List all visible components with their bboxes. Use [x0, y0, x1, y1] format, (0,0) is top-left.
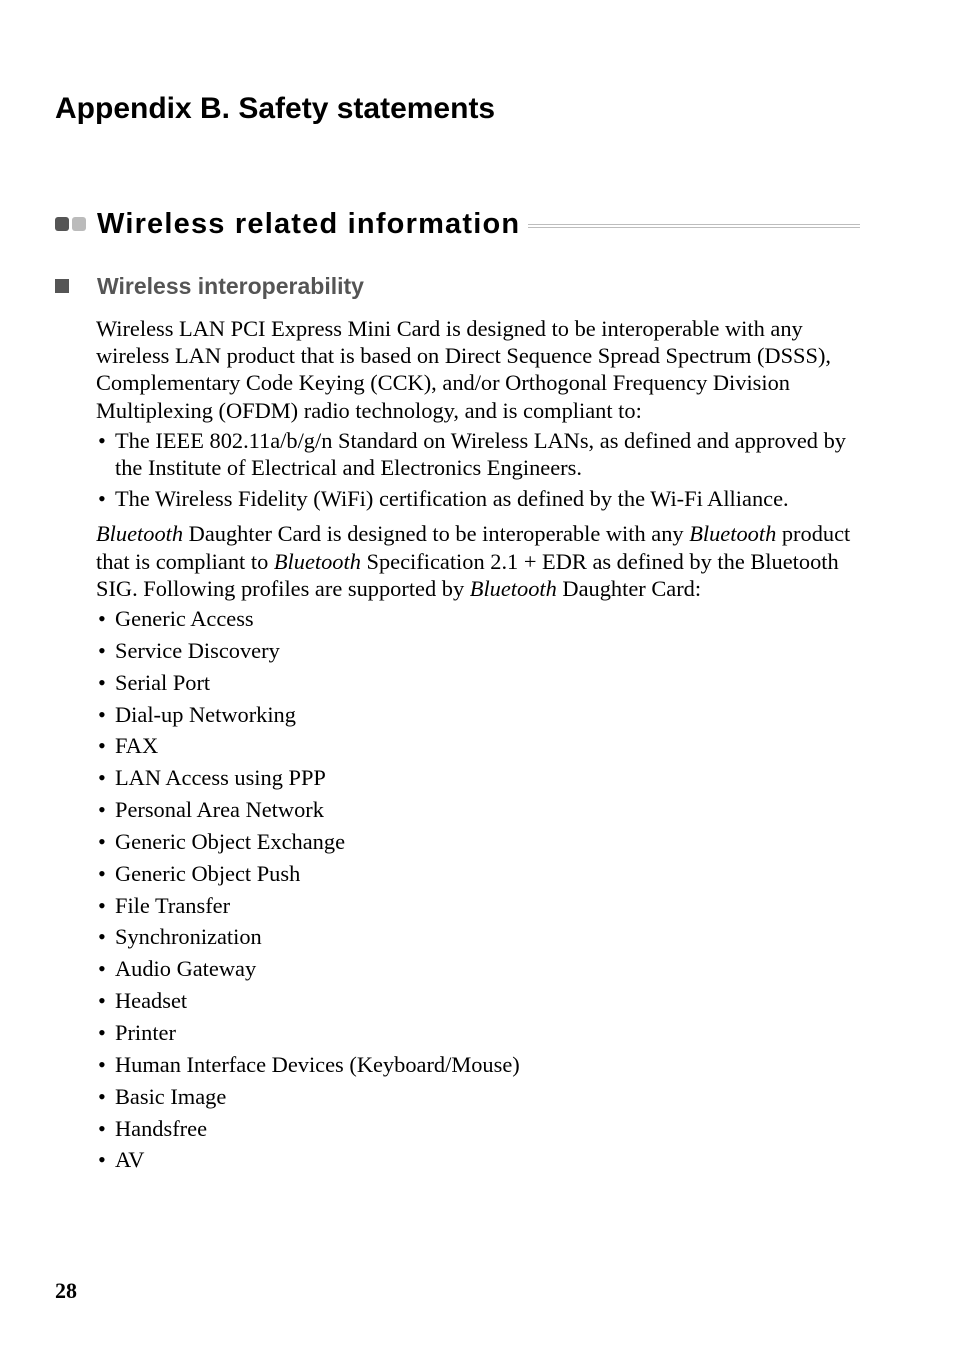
list-item: • File Transfer [96, 892, 871, 919]
dark-dot-icon [55, 217, 69, 231]
list-item: • AV [96, 1146, 871, 1173]
list-item: • Generic Access [96, 605, 871, 632]
bluetooth-term: Bluetooth [96, 521, 184, 547]
list-item: • Human Interface Devices (Keyboard/Mouse) [96, 1051, 871, 1078]
subsection-title: Wireless interoperability [97, 272, 364, 299]
intro-paragraph: Wireless LAN PCI Express Mini Card is designed to be interoperable with any wireless LAN product that is based on Direct Sequence Spread Spectrum (DSSS), Complementary Code Keying (CCK), and/or Orthogonal Frequency Division Multiplexing (OFDM) radio technology, and is compliant to: [96, 316, 831, 423]
section-divider [528, 224, 860, 228]
list-item: • Printer [96, 1019, 871, 1046]
bluetooth-term: Bluetooth [469, 575, 557, 601]
paragraph-text: product that is compliant to [96, 521, 851, 574]
square-bullet-icon [55, 279, 69, 293]
bluetooth-paragraph [96, 520, 871, 602]
list-item: • Basic Image [96, 1083, 871, 1110]
light-dot-icon [72, 217, 86, 231]
bluetooth-term: Bluetooth [273, 548, 361, 574]
profiles-list [96, 605, 871, 1174]
section-title: Wireless related information [97, 207, 521, 240]
section-header [55, 204, 860, 244]
list-item: • Serial Port [96, 669, 871, 696]
list-item: • Handsfree [96, 1115, 871, 1142]
body-content [96, 315, 871, 1178]
list-item: • Generic Object Push [96, 860, 871, 887]
list-item: • Synchronization [96, 923, 871, 950]
subsection-header [55, 270, 364, 302]
paragraph-text: Daughter Card is designed to be interoperable with any [183, 521, 690, 547]
list-item: • The IEEE 802.11a/b/g/n Standard on Wireless LANs, as defined and approved by the Institute of Electrical and Electronics Engineers. [96, 427, 871, 481]
list-item: • FAX [96, 732, 871, 759]
list-item: • The Wireless Fidelity (WiFi) certification as defined by the Wi-Fi Alliance. [96, 485, 871, 512]
list-item: • Personal Area Network [96, 796, 871, 823]
bluetooth-term: Bluetooth [689, 521, 777, 547]
section-dots-icon [55, 217, 91, 231]
list-item: • Dial-up Networking [96, 701, 871, 728]
page-title: Appendix B. Safety statements [55, 92, 496, 125]
list-item: • Audio Gateway [96, 955, 871, 982]
standards-list [96, 427, 871, 513]
list-item: • LAN Access using PPP [96, 764, 871, 791]
list-item: • Generic Object Exchange [96, 828, 871, 855]
list-item: • Service Discovery [96, 637, 871, 664]
paragraph-text: Specification 2.1 + EDR as defined by the Bluetooth SIG. Following profiles are supported by [96, 548, 839, 601]
paragraph-text: Daughter Card: [556, 575, 702, 601]
list-item: • Headset [96, 987, 871, 1014]
page-number: 28 [55, 1278, 77, 1303]
